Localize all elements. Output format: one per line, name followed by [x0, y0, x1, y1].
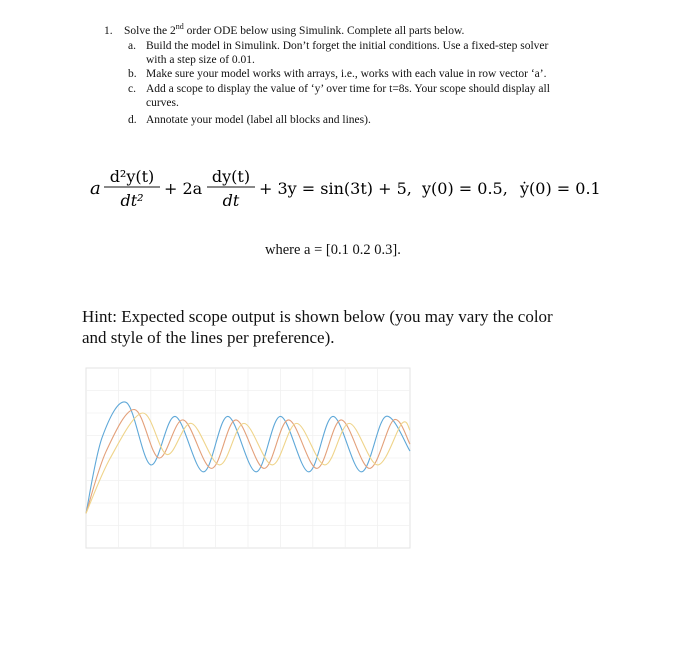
part-a-label: a. — [128, 40, 136, 52]
part-b-line1: Make sure your model works with arrays, i.e., works with each value in row vector ‘a’. — [146, 68, 547, 80]
eq-den-second-deriv: dt² — [120, 191, 144, 210]
part-d-label: d. — [128, 114, 137, 126]
eq-num-first-deriv: dy(t) — [211, 167, 251, 186]
question-block — [104, 24, 624, 127]
part-c-line1: Add a scope to display the value of ‘y’ over time for t=8s. Your scope should display all — [146, 83, 550, 95]
eq-coef-a: a — [90, 178, 101, 199]
intro-text: Solve the 2 — [124, 25, 176, 37]
eq-initial-condition-y: y(0) = 0.5, — [422, 179, 508, 198]
part-d-line1: Annotate your model (label all blocks and lines). — [146, 114, 371, 126]
scope-plot — [78, 360, 414, 560]
part-a-line1: Build the model in Simulink. Don’t forget the initial conditions. Use a fixed-step solver — [146, 40, 549, 52]
hint-text — [82, 306, 602, 348]
part-c-line2: curves. — [146, 97, 179, 109]
question-intro — [124, 24, 624, 38]
part-b-label: b. — [128, 68, 137, 80]
eq-num-second-deriv: d²y(t) — [109, 167, 155, 186]
question-1 — [104, 24, 624, 38]
ode-equation — [90, 162, 630, 216]
eq-initial-condition-ydot: ẏ(0) = 0.1 — [520, 179, 601, 198]
question-number: 1. — [104, 25, 113, 37]
where-clause: where a = [0.1 0.2 0.3]. — [265, 242, 401, 258]
eq-den-first-deriv: dt — [222, 191, 240, 210]
part-c — [128, 82, 624, 110]
part-a-line2: with a step size of 0.01. — [146, 54, 255, 66]
part-c-label: c. — [128, 83, 136, 95]
part-b — [128, 67, 624, 81]
part-d — [128, 113, 624, 127]
part-a — [128, 39, 624, 67]
eq-rhs: + 3y = sin(3t) + 5, — [259, 179, 412, 198]
hint-line1: Hint: Expected scope output is shown below (you may vary the color — [82, 307, 553, 326]
hint-line2: and style of the lines per preference). — [82, 328, 335, 347]
intro-text-rest: order ODE below using Simulink. Complete all parts below. — [183, 25, 465, 37]
eq-plus-2a: + 2a — [164, 179, 203, 198]
intro-superscript: nd — [175, 22, 184, 32]
